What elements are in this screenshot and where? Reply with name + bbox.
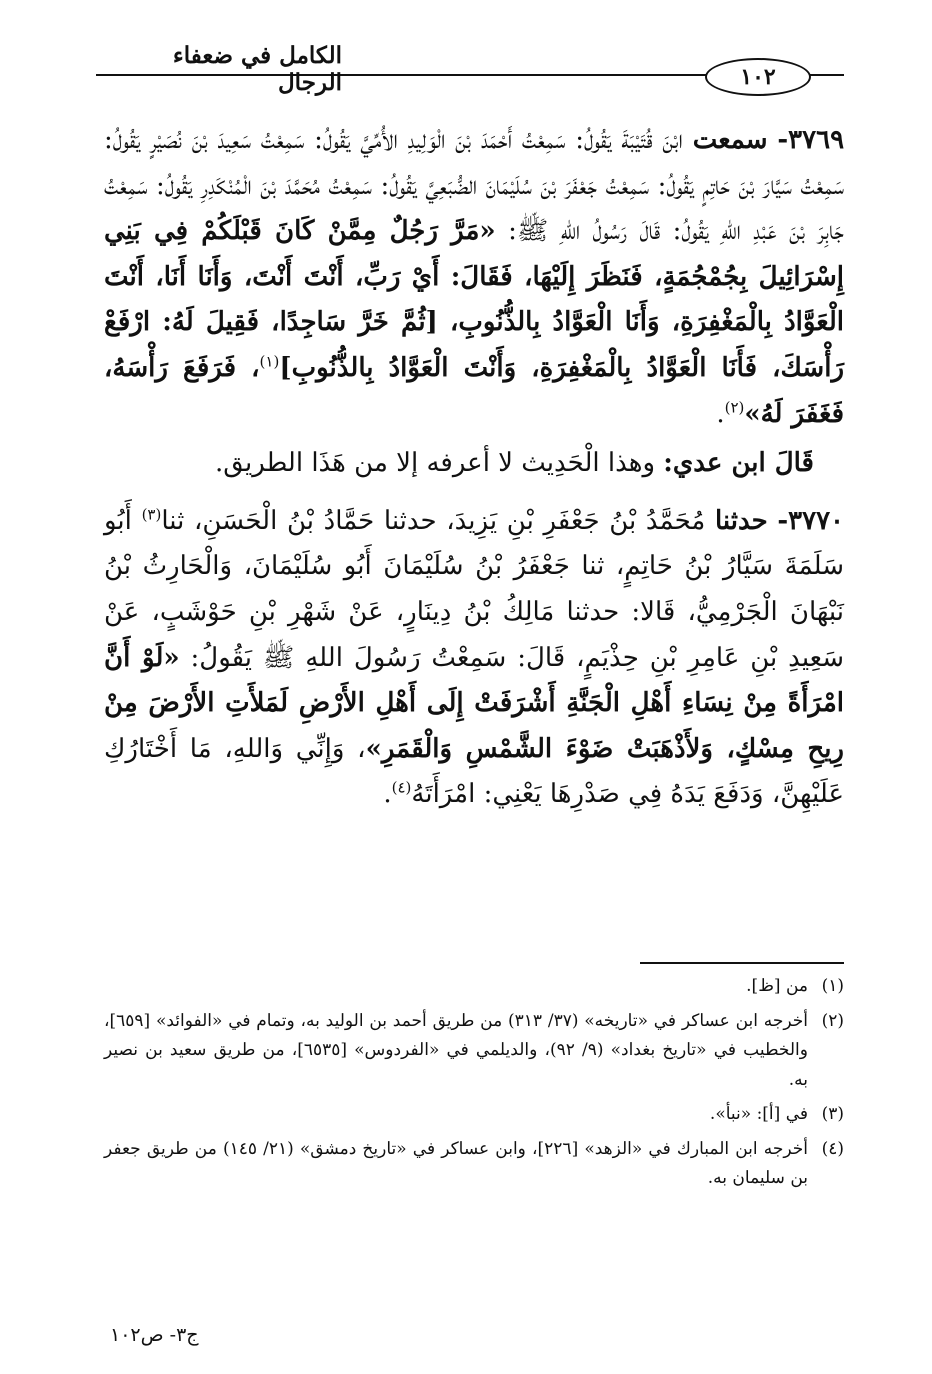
hadith-text: «لَوْ أَنَّ امْرَأَةً مِنْ نِسَاءِ أَهْلِ الْجَنَّةِ أَشْرَفَتْ إِلَى أَهْلِ الأَرْضِ لَمَلأَتِ الأَرْضَ مِنْ رِيحِ مِسْكٍ، وَلأَذْهَبَتْ ضَوْءَ الشَّمْسِ وَالْقَمَرِ» — [104, 642, 844, 764]
isnad-text-cont: أَبُو سَلَمَةَ سَيَّارُ بْنُ حَاتِمٍ، ثنا جَعْفَرُ بْنُ سُلَيْمَانَ أَبُو سُلَيْمَانَ، وَالْحَارِثُ بْنُ نَبْهَانَ الْجَرْمِيُّ، قَالا: حدثنا مَالِكُ بْنُ دِينَارٍ، عَنْ شَهْرِ بْنِ حَوْشَبٍ، عَنْ سَعِيدِ بْنِ عَامِرِ بْنِ حِذْيَمٍ، قَالَ: سَمِعْتُ رَسُولَ اللهِ ﷺ يَقُولُ: — [104, 505, 845, 673]
footnote-text: أخرجه ابن عساكر في «تاريخه» (٣٧/ ٣١٣) من طريق أحمد بن الوليد به، وتمام في «الفوائد» [٦٥٩]، والخطيب في «تاريخ بغداد» (٩/ ٩٢)، والديلمي في «الفردوس» [٦٥٣٥]، من طريق سعيد بن نصير به. — [104, 1010, 809, 1090]
hadith-entry-3770 — [104, 499, 844, 818]
footnote-ref-4: (٤) — [391, 778, 412, 797]
running-title: الكامل في ضعفاء الرجال — [172, 42, 342, 96]
entry-number: ٣٧٧٠- — [777, 505, 845, 536]
footnote-ref-2: (٢) — [724, 397, 745, 416]
hadith-entry-3769 — [104, 118, 844, 437]
footnote-ref-1: (١) — [259, 352, 280, 371]
entry-lead-word: حدثنا — [714, 505, 768, 536]
isnad-text: مُحَمَّدُ بْنُ جَعْفَرِ بْنِ يَزِيدَ، حدثنا حَمَّادُ بْنُ الْحَسَنِ، ثنا — [161, 505, 706, 536]
page-number-badge: ١٠٢ — [705, 58, 811, 96]
footnote-number: (٤) — [821, 1138, 844, 1159]
entry-end-mark: . — [716, 398, 725, 429]
main-text — [104, 118, 844, 818]
isnad-text: ابْنَ قُتَيْبَةَ يَقُولُ: سَمِعْتُ أَحْمَدَ بْنَ الْوَلِيدِ الأُمِّيَّ يَقُولُ: سَمِعْتُ سَعِيدَ بْنَ نُصَيْرٍ يَقُولُ: سَمِعْتُ سَيَّارَ بْنَ حَاتِمٍ يَقُولُ: سَمِعْتُ جَعْفَرَ بْنَ سُلَيْمَانَ الضُّبَعِيَّ يَقُولُ: سَمِعْتُ مُحَمَّدَ بْنَ الْمُنْكَدِرِ يَقُولُ: سَمِعْتُ جَابِرَ بْنَ عَبْدِ اللهِ يَقُولُ: قَالَ رَسُولُ اللهِ ﷺ: — [104, 125, 845, 247]
footnote-number: (٢) — [821, 1010, 844, 1031]
footnote-ref-3: (٣) — [141, 505, 162, 524]
footnote-text: أخرجه ابن المبارك في «الزهد» [٢٢٦]، وابن عساكر في «تاريخ دمشق» (٢١/ ١٤٥) من طريق جعفر بن سليمان به. — [104, 1138, 808, 1188]
entry-number: ٣٧٦٩- — [777, 125, 845, 155]
footnote-rule — [640, 962, 844, 964]
footnote — [104, 1100, 844, 1130]
narration-end: ، وَإِنِّي وَاللهِ، مَا أَخْتَارُكِ عَلَيْهِنَّ، وَدَفَعَ يَدَهُ فِي صَدْرِهَا يَعْنِي: امْرَأَتَهُ — [104, 733, 844, 810]
footnote-text: في [أ]: «نبأ». — [709, 1104, 808, 1124]
hadith-text-end: ، فَرَفَعَ رَأْسَهُ، فَغَفَرَ لَهُ» — [104, 352, 844, 429]
volume-page-reference: ج٣- ص١٠٢ — [110, 1324, 199, 1346]
entry-lead-word: سمعت — [692, 125, 768, 155]
footnote-text: من [ظ]. — [746, 976, 808, 996]
comment-text: وهذا الْحَدِيث لا أعرفه إلا من هَذَا الطريق. — [215, 448, 656, 479]
ibn-adi-comment — [104, 441, 844, 487]
comment-lead: قَالَ ابن عدي: — [663, 448, 814, 479]
footnote-number: (١) — [821, 976, 844, 996]
hadith-text: «مَرَّ رَجُلٌ مِمَّنْ كَانَ قَبْلَكُمْ فِي بَنِي إِسْرَائِيلَ بِجُمْجُمَةٍ، فَنَظَرَ إِلَيْهَا، فَقَالَ: أَيْ رَبِّ، أَنْتَ أَنْتَ، وَأَنَا أَنَا، أَنْتَ الْعَوَّادُ بِالْمَغْفِرَةِ، وَأَنَا الْعَوَّادُ بِالذُّنُوبِ، [ثُمَّ خَرَّ سَاجِدًا، فَقِيلَ لَهُ: ارْفَعْ رَأْسَكَ، فَأَنَا الْعَوَّادُ بِالْمَغْفِرَةِ، وَأَنْتَ الْعَوَّادُ بِالذُّنُوبِ] — [104, 216, 844, 383]
entry-end-mark: . — [383, 779, 392, 810]
footnote-number: (٣) — [821, 1104, 844, 1124]
footnote — [104, 972, 844, 1002]
footnotes — [104, 972, 844, 1199]
footnote — [104, 1007, 844, 1096]
footnote — [104, 1135, 844, 1194]
